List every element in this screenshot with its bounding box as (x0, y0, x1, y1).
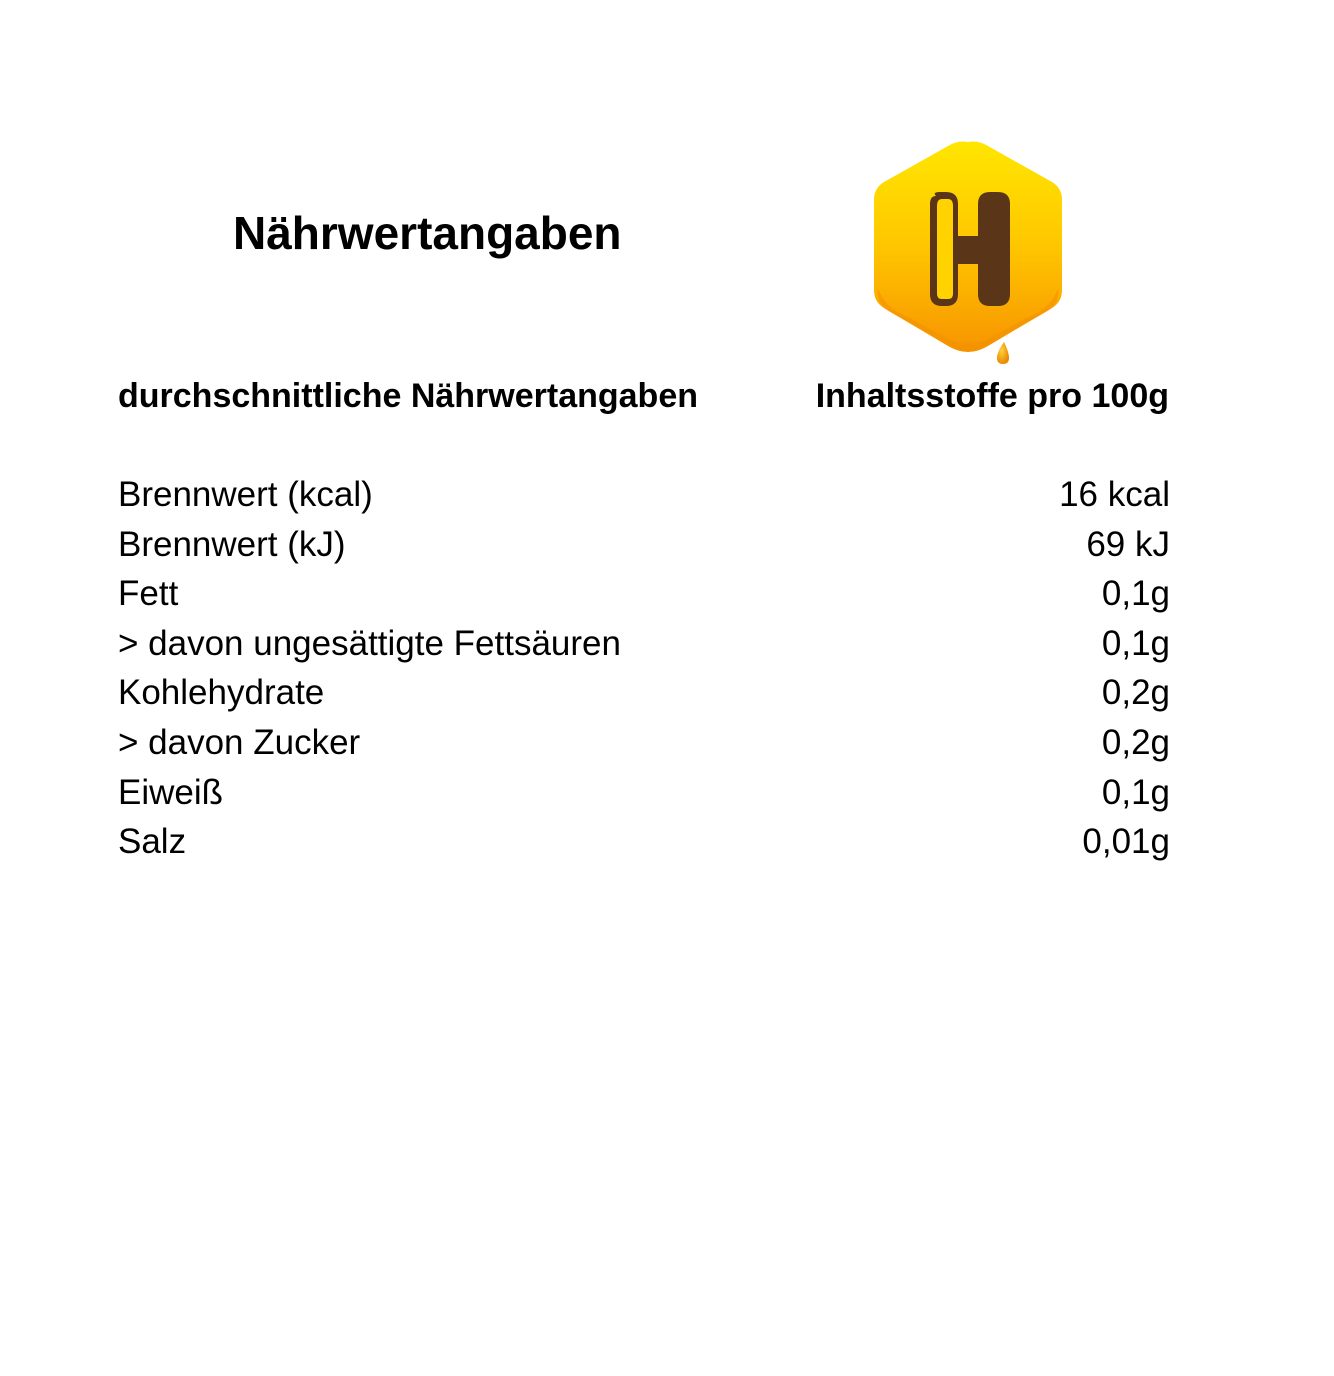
nutrient-name: > davon Zucker (118, 722, 361, 762)
nutrient-value: 0,1g (1101, 623, 1170, 663)
nutrient-value: 69 kJ (1086, 524, 1170, 564)
table-row (118, 821, 1170, 871)
nutrient-name: Eiweiß (118, 772, 224, 812)
table-row (118, 474, 1170, 524)
nutrient-name: Salz (118, 822, 187, 862)
column-header-nutrient: durchschnittliche Nährwertangaben (118, 377, 698, 415)
page-title: Nährwertangaben (233, 207, 622, 259)
nutrient-name: > davon ungesättigte Fettsäuren (118, 623, 621, 663)
table-row (118, 722, 1170, 772)
table-row (118, 623, 1170, 673)
nutrient-value: 0,01g (1082, 822, 1170, 862)
nutrient-name: Fett (118, 574, 179, 614)
nutrient-value: 0,2g (1101, 722, 1170, 762)
nutrient-value: 16 kcal (1059, 475, 1170, 514)
table-row (118, 524, 1170, 574)
table-row (118, 573, 1170, 623)
column-header-per-100g: Inhaltsstoffe pro 100g (815, 377, 1169, 415)
table-row (118, 672, 1170, 722)
nutrient-value: 0,2g (1101, 673, 1170, 713)
honeycomb-h-logo-icon (866, 138, 1070, 370)
nutrient-value: 0,1g (1101, 772, 1170, 812)
table-row (118, 772, 1170, 822)
nutrient-name: Brennwert (kJ) (118, 524, 346, 564)
nutrient-name: Brennwert (kcal) (118, 475, 373, 514)
nutrient-value: 0,1g (1101, 574, 1170, 614)
nutrition-table (118, 474, 1170, 871)
nutrient-name: Kohlehydrate (118, 673, 325, 713)
